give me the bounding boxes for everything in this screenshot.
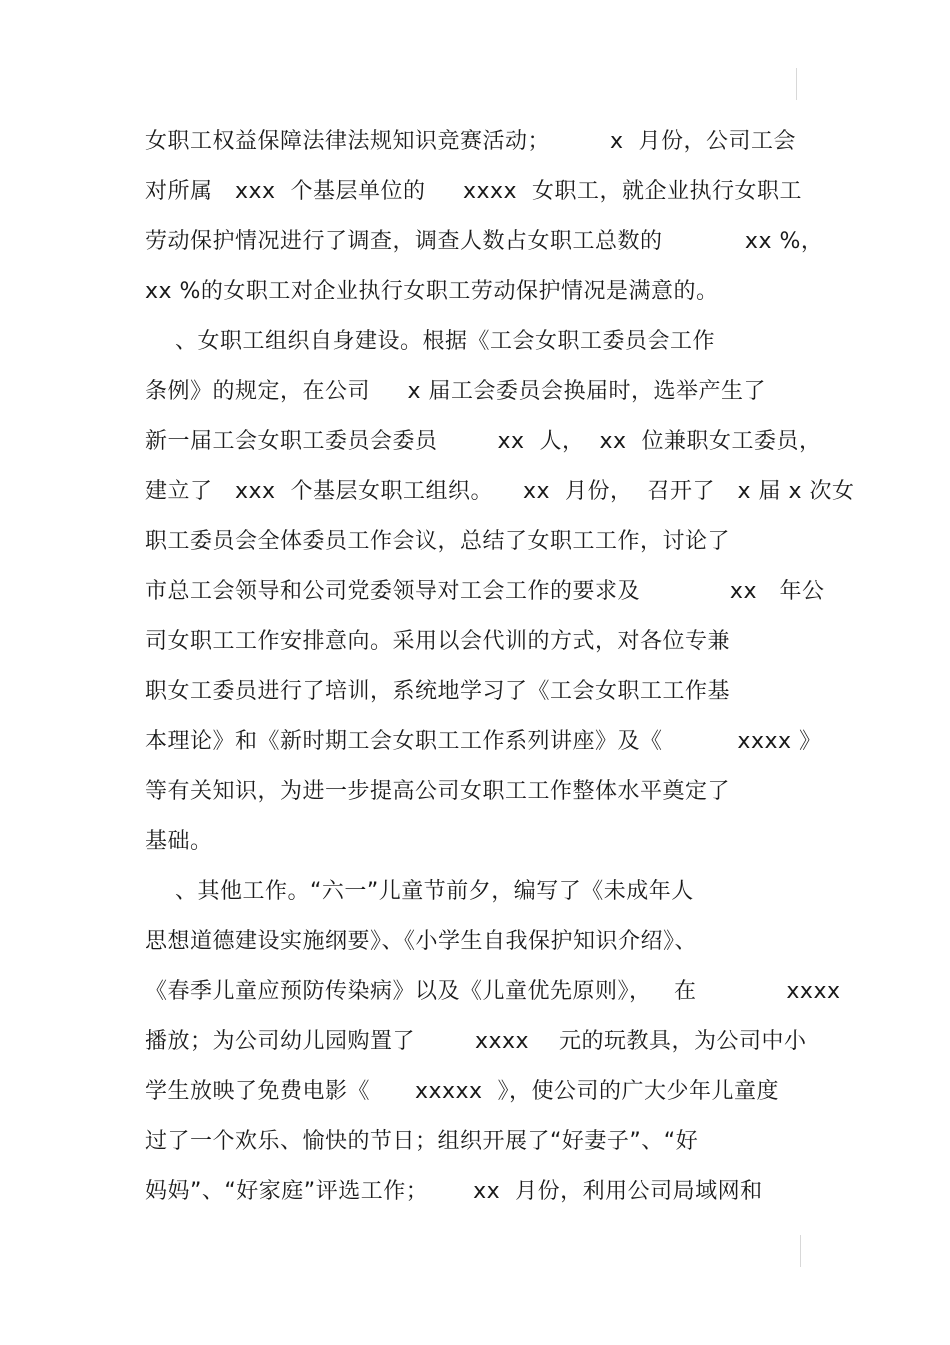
- crop-mark-bottom-right: [800, 1235, 801, 1267]
- text-line: 司女职工工作安排意向。采用以会代训的方式，对各位专兼: [145, 629, 731, 654]
- text-line: 基础。: [145, 829, 213, 854]
- text-line: 、女职工组织自身建设。根据《工会女职工委员会工作: [145, 329, 715, 354]
- text-line: 播放；为公司幼儿园购置了 xxxx 元的玩教具，为公司中小: [145, 1029, 807, 1054]
- text-line: 建立了 xxx 个基层女职工组织。 xx 月份， 召开了 x 届 x 次女: [145, 479, 855, 504]
- text-line: 女职工权益保障法律法规知识竞赛活动； x 月份，公司工会: [145, 129, 796, 154]
- text-line: 、其他工作。“六一”儿童节前夕，编写了《未成年人: [145, 879, 694, 904]
- text-line: 对所属 xxx 个基层单位的 xxxx 女职工，就企业执行女职工: [145, 179, 803, 204]
- crop-mark-top-right: [796, 68, 797, 100]
- text-line: 新一届工会女职工委员会委员 xx 人， xx 位兼职女工委员，: [145, 429, 822, 454]
- text-line: xx %的女职工对企业执行女职工劳动保护情况是满意的。: [145, 279, 719, 304]
- text-line: 妈妈”、“好家庭”评选工作； xx 月份，利用公司局域网和: [145, 1179, 763, 1204]
- text-line: 劳动保护情况进行了调查，调查人数占女职工总数的 xx %，: [145, 229, 824, 254]
- text-line: 职工委员会全体委员工作会议，总结了女职工工作，讨论了: [145, 529, 731, 554]
- text-line: 职女工委员进行了培训，系统地学习了《工会女职工工作基: [145, 679, 731, 704]
- text-line: 本理论》和《新时期工会女职工工作系列讲座》及《 xxxx 》: [145, 729, 822, 754]
- text-line: 等有关知识，为进一步提高公司女职工工作整体水平奠定了: [145, 779, 731, 804]
- text-line: 学生放映了免费电影《 xxxxx 》，使公司的广大少年儿童度: [145, 1079, 780, 1104]
- text-line: 《春季儿童应预防传染病》以及《儿童优先原则》， 在 xxxx: [145, 979, 841, 1004]
- text-line: 过了一个欢乐、愉快的节日；组织开展了“好妻子”、“好: [145, 1129, 699, 1154]
- text-line: 市总工会领导和公司党委领导对工会工作的要求及 xx 年公: [145, 579, 825, 604]
- text-line: 条例》的规定，在公司 x 届工会委员会换届时，选举产生了: [145, 379, 766, 404]
- text-line: 思想道德建设实施纲要》、《小学生自我保护知识介绍》、: [145, 929, 698, 954]
